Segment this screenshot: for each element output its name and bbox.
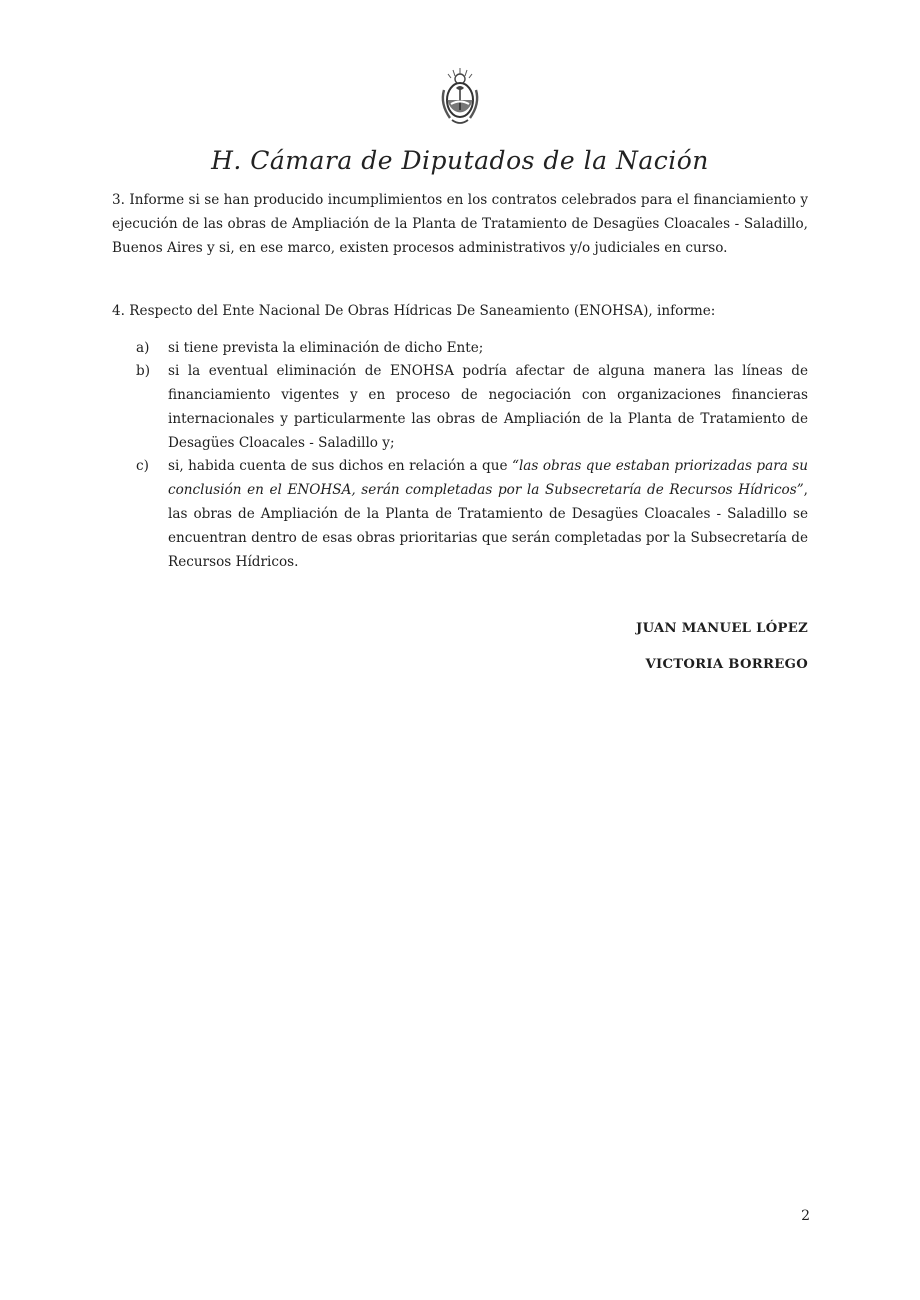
list-item (136, 336, 808, 360)
list-item-text: si la eventual eliminación de ENOHSA podría afectar de alguna manera las líneas de financiamiento vigentes y en proceso de negociación con organizaciones financieras internacionales y particularmente las obras de Ampliación de la Planta de Tratamiento de Desagües Cloacales - Saladillo y; (168, 363, 808, 451)
signatory-name: JUAN MANUEL LÓPEZ (636, 621, 808, 636)
list-item-text: si tiene prevista la eliminación de dicho Ente; (168, 340, 484, 356)
list-item-text (168, 454, 808, 574)
list-item (136, 359, 808, 455)
list-item-text-before: si, habida cuenta de sus dichos en relación a que (168, 458, 512, 474)
list-item (136, 454, 808, 574)
paragraph-3: 3. Informe si se han producido incumplimientos en los contratos celebrados para el financiamiento y ejecución de las obras de Ampliación de la Planta de Tratamiento de Desagües Cloacales - Saladillo, Buenos Aires y si, en ese marco, existen procesos administrativos y/o judiciales en curso. (112, 192, 808, 256)
coat-of-arms-icon (436, 66, 484, 128)
institution-heading: H. Cámara de Diputados de la Nación (211, 146, 709, 175)
list-marker: c) (136, 458, 149, 474)
list-marker: b) (136, 363, 151, 379)
page-number: 2 (801, 1208, 810, 1224)
signatory-name: VICTORIA BORREGO (645, 657, 808, 672)
list-marker: a) (136, 340, 150, 356)
paragraph-4: 4. Respecto del Ente Nacional De Obras Hídricas De Saneamiento (ENOHSA), informe: (112, 303, 716, 319)
list-item-text-after: , las obras de Ampliación de la Planta de Tratamiento de Desagües Cloacales - Saladillo se encuentran dentro de esas obras prioritarias que serán completadas por la Subsecretaría de Recursos Hídricos. (168, 482, 808, 570)
quoted-statement: “las obras que estaban priorizadas para su conclusión en el ENOHSA, serán completadas por la Subsecretaría de Recursos Hídricos” (168, 458, 809, 498)
